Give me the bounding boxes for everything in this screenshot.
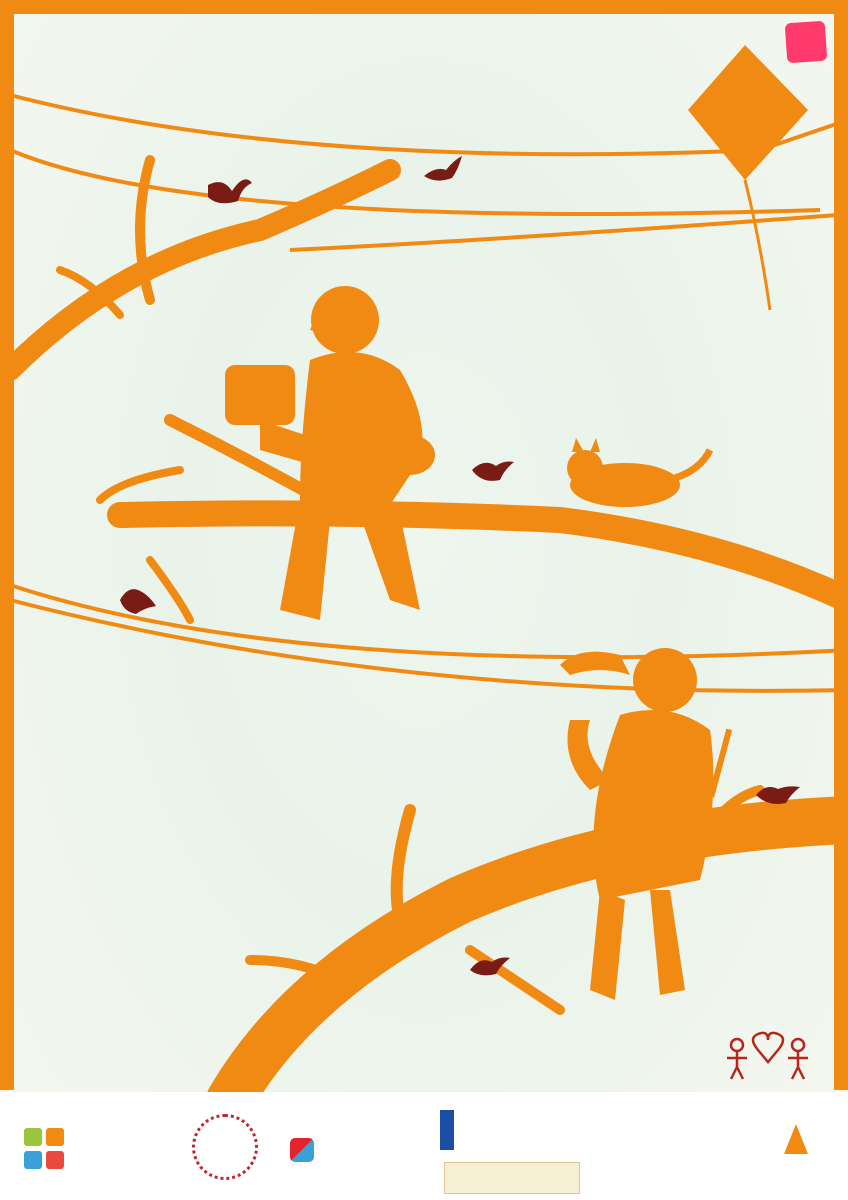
middle-branch <box>100 420 848 620</box>
family-doodle <box>727 1033 808 1079</box>
logo-komunitne-centrum <box>24 1128 184 1178</box>
logo-intenda <box>188 1114 278 1198</box>
cat-silhouette <box>567 438 710 507</box>
girl-silhouette <box>560 648 732 1000</box>
boy-silhouette <box>225 286 435 620</box>
logo-navrat <box>776 1124 816 1180</box>
intenda-ring-icon <box>192 1114 258 1180</box>
navrat-logo-icon <box>784 1124 808 1154</box>
logo-grants <box>440 1110 564 1156</box>
lower-branch <box>230 790 848 1100</box>
eu-flag-icon <box>440 1110 454 1150</box>
logo-banska-bystrica <box>290 1138 420 1168</box>
footer <box>0 1092 848 1200</box>
kcs-logo-icon <box>24 1128 64 1170</box>
kite-icon <box>688 45 808 310</box>
bb-logo-icon <box>290 1138 314 1162</box>
logo-cko <box>444 1162 580 1194</box>
corner-badge <box>785 21 828 64</box>
